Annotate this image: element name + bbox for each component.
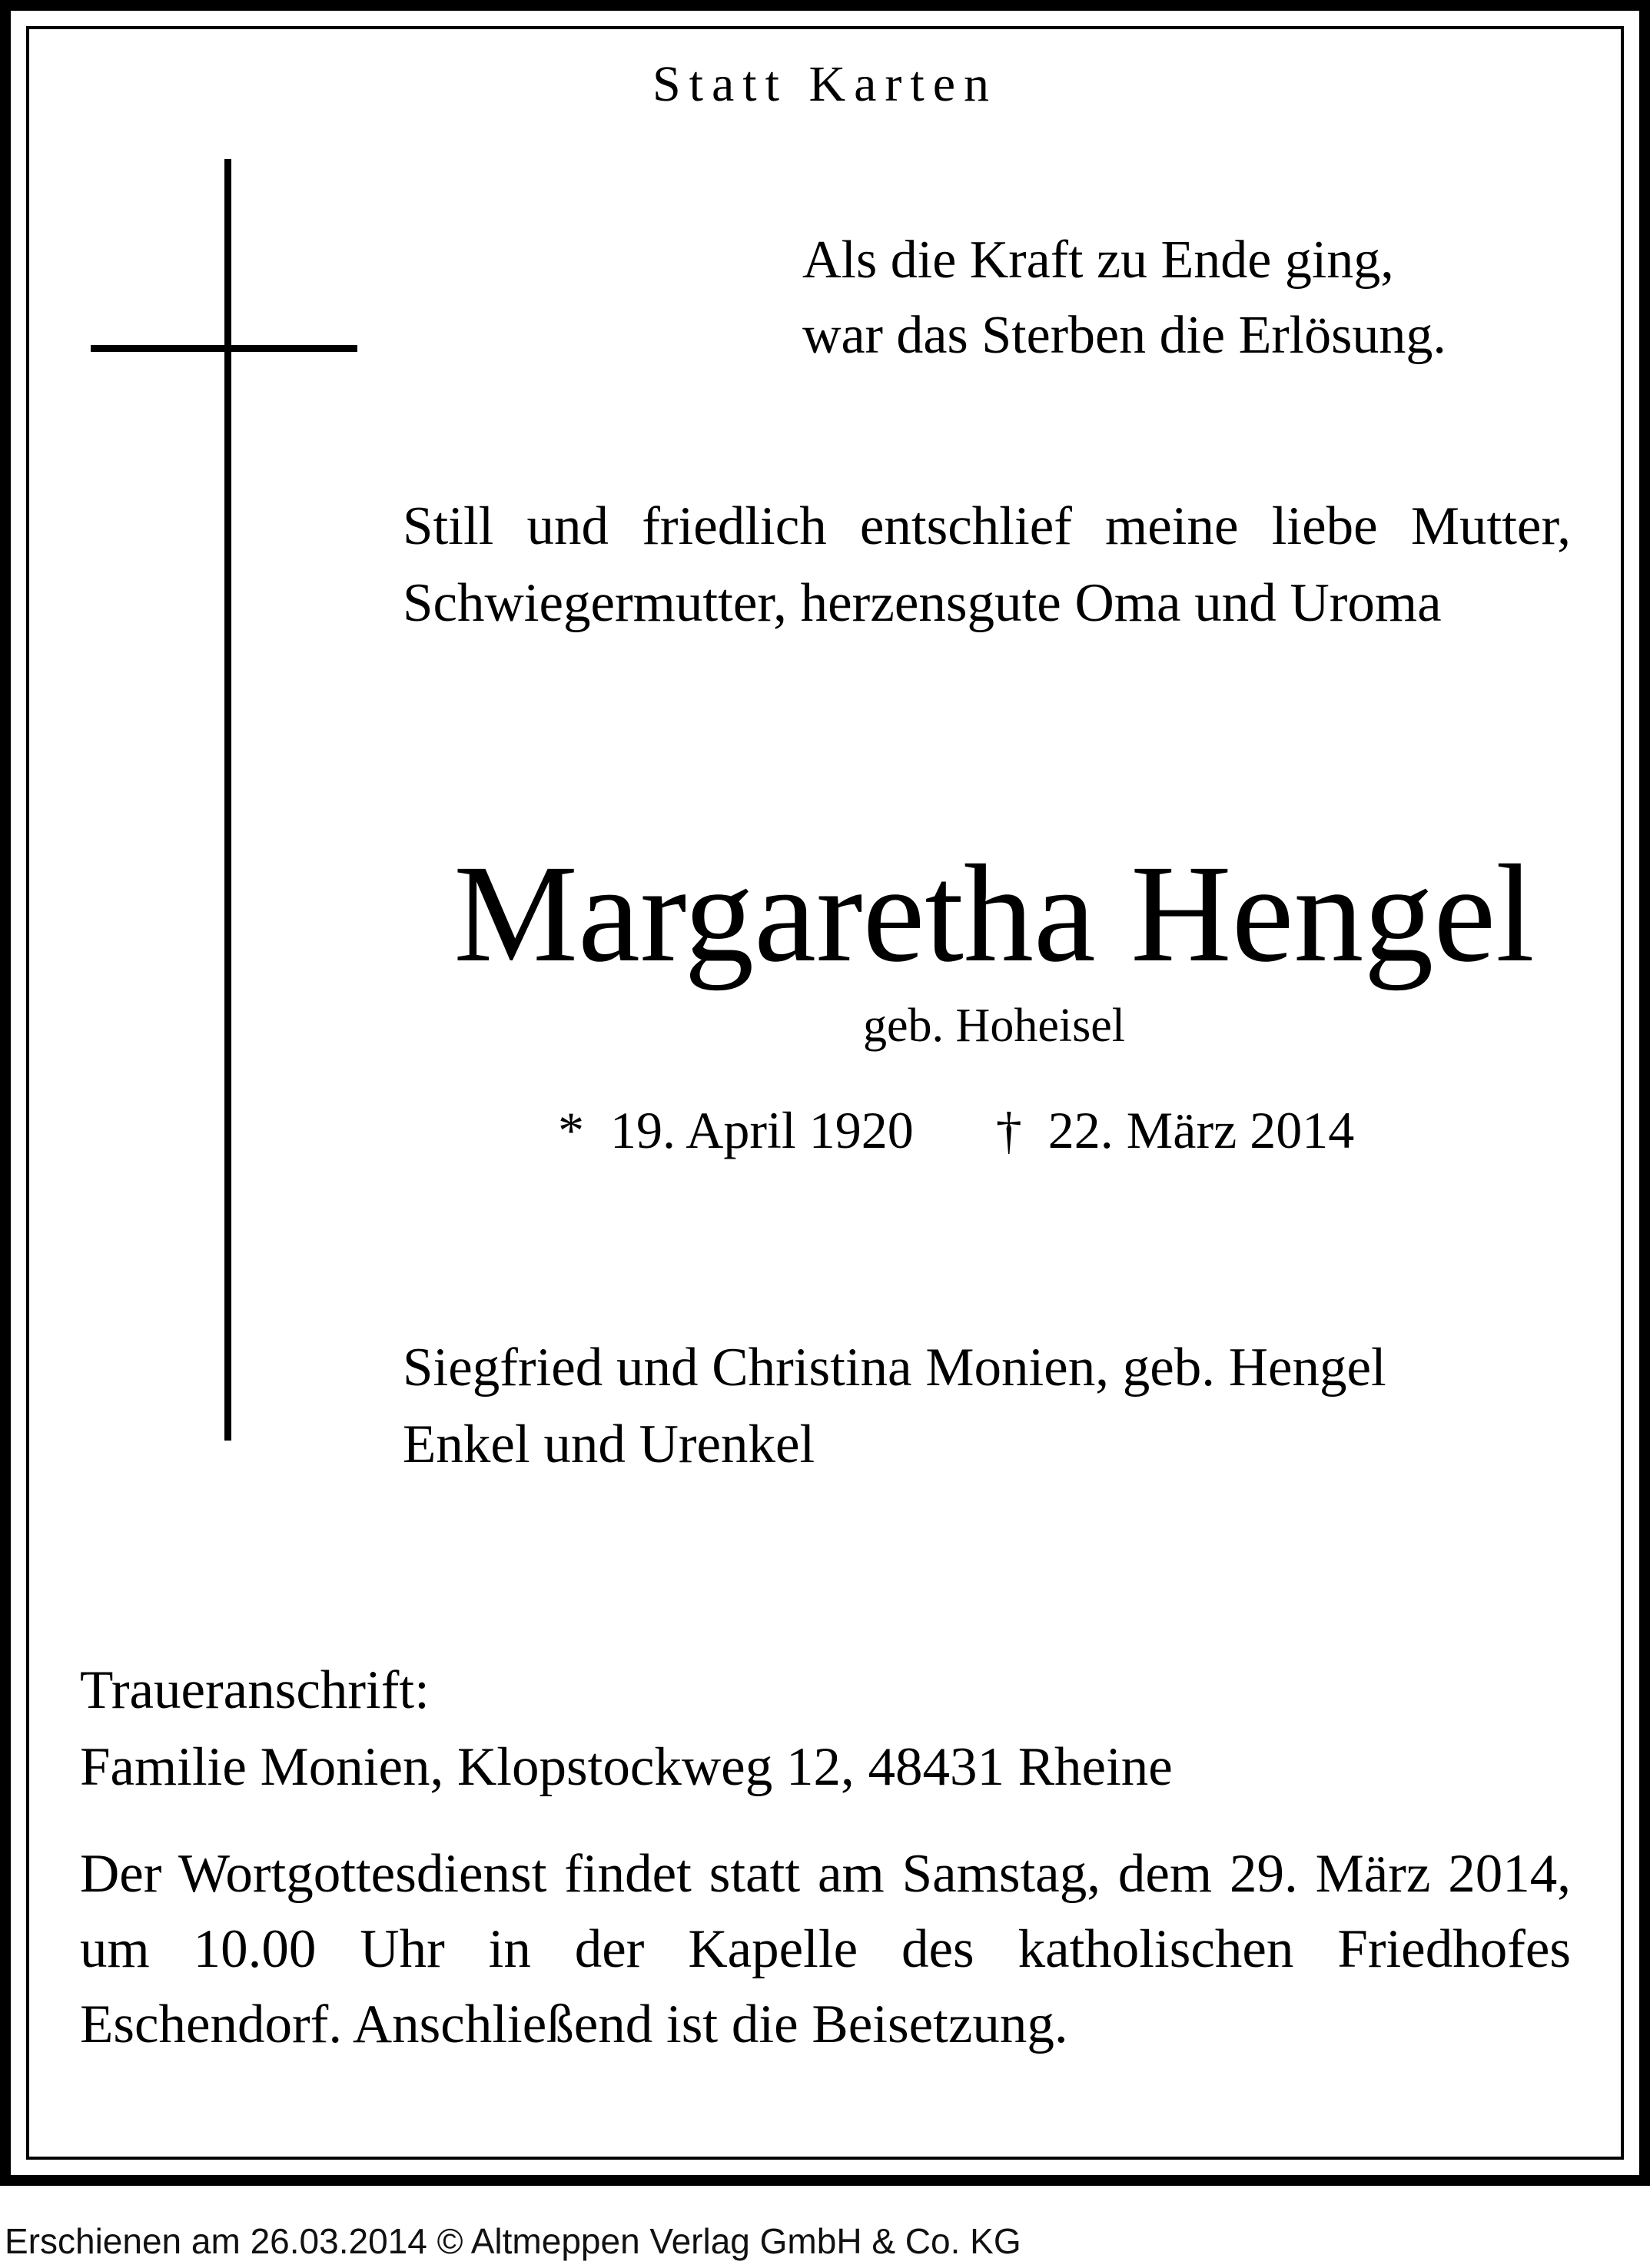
death-date: 22. März 2014 <box>1047 1101 1355 1159</box>
mourning-address <box>80 1652 1173 1805</box>
mourner-line: Enkel und Urenkel <box>403 1414 815 1474</box>
deceased-name: Margaretha Hengel <box>453 837 1535 991</box>
address-value: Familie Monien, Klopstockweg 12, 48431 Rheine <box>80 1737 1173 1797</box>
life-dates <box>558 1100 1354 1161</box>
birth-date: 19. April 1920 <box>610 1101 914 1159</box>
death-cross-icon: † <box>995 1101 1022 1159</box>
birth-star-icon: * <box>558 1101 584 1159</box>
verse-line: war das Sterben die Erlösung. <box>802 306 1446 365</box>
maiden-name: geb. Hoheisel <box>863 1000 1125 1052</box>
header-statt-karten: Statt Karten <box>652 56 998 112</box>
verse <box>802 223 1446 373</box>
publication-footer: Erschienen am 26.03.2014 © Altmeppen Verlag GmbH & Co. KG <box>5 2221 1021 2261</box>
service-info: Der Wortgottesdienst findet statt am Samstag, dem 29. März 2014, um 10.00 Uhr in der Kapelle des katholischen Friedhofes Eschendorf. Anschließend ist die Beisetzung. <box>80 1844 1571 2054</box>
mourner-line: Siegfried und Christina Monien, geb. Hengel <box>403 1338 1386 1398</box>
intro-text: Still und friedlich entschlief meine liebe Mutter, Schwiegermutter, herzensgute Oma und Uroma <box>403 496 1571 633</box>
address-label: Traueranschrift: <box>80 1660 430 1720</box>
mourners <box>403 1329 1386 1483</box>
verse-line: Als die Kraft zu Ende ging, <box>802 230 1394 290</box>
cross-icon-horizontal <box>91 345 357 352</box>
